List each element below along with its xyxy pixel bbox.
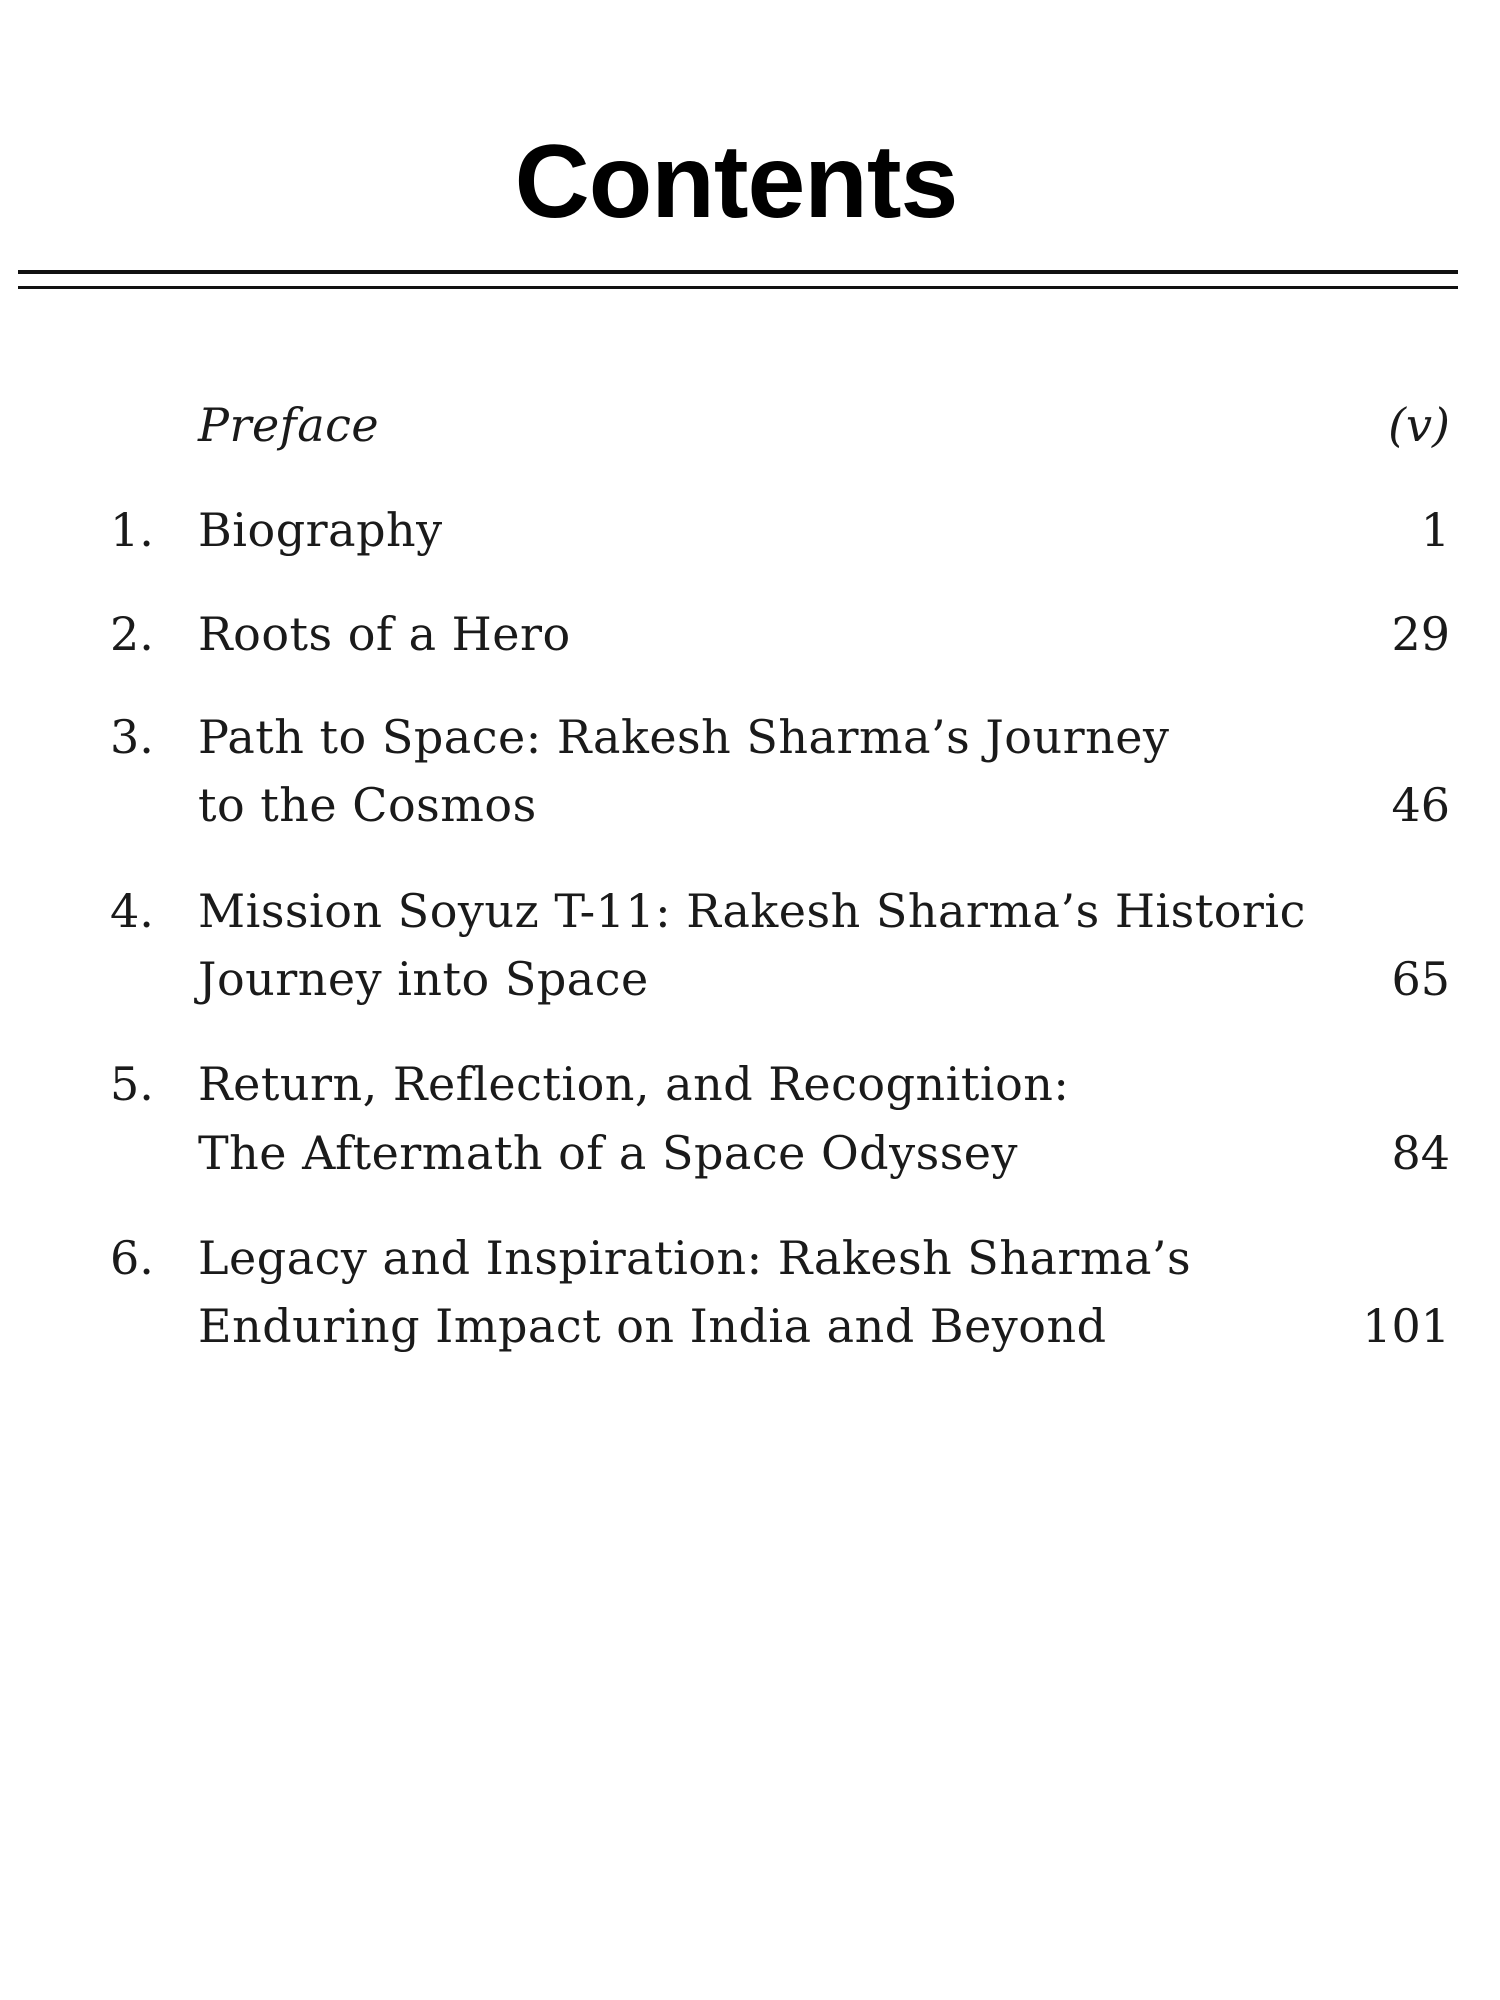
toc-entry-page: 1	[1420, 503, 1450, 557]
toc-entry-page: (v)	[1388, 398, 1450, 452]
toc-entry-title-line-2: to the Cosmos	[198, 778, 537, 832]
toc-entry-title-line-2: Journey into Space	[198, 952, 649, 1006]
toc-entry-title: Preface	[198, 398, 380, 452]
toc-entry-number: 2.	[110, 607, 154, 661]
toc-entry-number: 1.	[110, 503, 154, 557]
toc-entry-title: Roots of a Hero	[198, 607, 571, 661]
page-title: Contents	[514, 124, 958, 240]
toc-entry-number: 4.	[110, 884, 154, 938]
toc-entry-page: 101	[1362, 1299, 1450, 1353]
toc-entry-page: 46	[1391, 778, 1450, 832]
toc-entry-title-line-1: Mission Soyuz T-11: Rakesh Sharma’s Historic	[198, 884, 1306, 938]
toc-entry-number: 5.	[110, 1057, 154, 1111]
toc-entry-page: 65	[1391, 952, 1450, 1006]
toc-entry-title-line-1: Return, Reflection, and Recognition:	[198, 1057, 1070, 1111]
toc-entry-number: 6.	[110, 1231, 154, 1285]
toc-entry-title-line-1: Path to Space: Rakesh Sharma’s Journey	[198, 710, 1170, 764]
toc-entry-title-line-2: Enduring Impact on India and Beyond	[198, 1299, 1107, 1353]
toc-entry-title: Biography	[198, 503, 443, 557]
toc-entry-number: 3.	[110, 710, 154, 764]
toc-entry-title-line-2: The Aftermath of a Space Odyssey	[198, 1126, 1019, 1180]
toc-entry-title-line-1: Legacy and Inspiration: Rakesh Sharma’s	[198, 1231, 1192, 1285]
toc-entry-page: 29	[1391, 607, 1450, 661]
toc-entry-page: 84	[1391, 1126, 1450, 1180]
